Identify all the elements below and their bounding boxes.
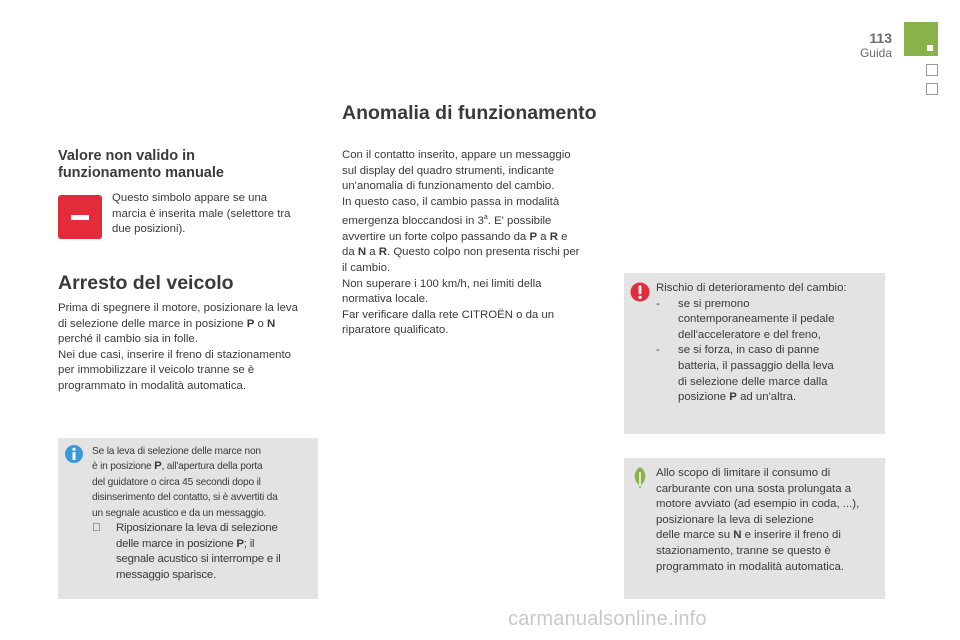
eco-leaf-icon: [630, 466, 650, 488]
heading-manual-invalid: Valore non valido in funzionamento manuale: [58, 148, 224, 181]
section-tab-active[interactable]: [904, 22, 938, 56]
list-item: - se si forza, in caso di panne batteria, il passaggio della leva di selezione delle marce dalla posizione P ad un'altra.: [656, 344, 834, 404]
watermark: carmanualsonline.info: [508, 608, 707, 630]
symbol-description: Questo simbolo appare se una marcia è inserita male (selettore tra due posizioni).: [112, 192, 291, 236]
warning-text: Rischio di deterioramento del cambio: - se si premono contemporaneamente il pedale dell'acceleratore e del freno, - se si forza, in caso di panne batteria, il passaggio della leva di selezione delle marce dalla posizione P ad un'altra.: [656, 281, 847, 406]
gear-fault-symbol: [58, 195, 102, 239]
vehicle-stop-text: Prima di spegnere il motore, posizionare la leva di selezione delle marce in posizione P o N perché il cambio sia in folle. Nei due casi, inserire il freno di stazionamento per immobilizzare il veicolo tranne se è programmato in modalità automatica.: [58, 302, 298, 392]
eco-box: [624, 458, 885, 599]
list-item: Riposizionare la leva di selezione delle marce in posizione P; il segnale acustico si interrompe e il messaggio sparisce.: [116, 522, 281, 581]
page-number: 113: [869, 30, 892, 46]
info-box: [58, 438, 318, 599]
info-icon: [64, 444, 84, 464]
heading-vehicle-stop: Arresto del veicolo: [58, 272, 234, 294]
list-item: - se si premono contemporaneamente il pedale dell'acceleratore e del freno,: [656, 297, 835, 341]
section-tab[interactable]: [926, 83, 938, 95]
section-tab[interactable]: [926, 64, 938, 76]
malfunction-text: Con il contatto inserito, appare un messaggio sul display del quadro strumenti, indicante un'anomalia di funzionamento del cambio. In questo caso, il cambio passa in modalità emergenza bloccandosi in 3$^a$. E' possibile avvertire un forte colpo passando da P a R e da N a R. Questo colpo non presenta rischi per il cambio. Non superare i 100 km/h, nei limiti della normativa locale. Far verificare dalla rete CITROËN o da un riparatore qualificato.: [342, 149, 580, 337]
warning-box: [624, 273, 885, 434]
info-text: Se la leva di selezione delle marce non è in posizione P, all'apertura della porta del guidatore o circa 45 secondi dopo il disinserimento del contatto, si è avvertiti da un segnale acustico e da un messaggio. Riposizionare la leva di selezione delle marce in posizione P; il segnale acustico si interrompe e il messaggio sparisce.: [92, 444, 281, 583]
eco-text: Allo scopo di limitare il consumo di carburante con una sosta prolungata a motore avviato (ad esempio in coda, ...), posizionare la leva di selezione delle marce su N e inserire il freno di stazionamento, tranne se questo è programmato in modalità automatica.: [656, 467, 860, 573]
warning-icon: [630, 281, 650, 303]
section-label: Guida: [859, 46, 892, 60]
heading-malfunction: Anomalia di funzionamento: [342, 102, 597, 124]
